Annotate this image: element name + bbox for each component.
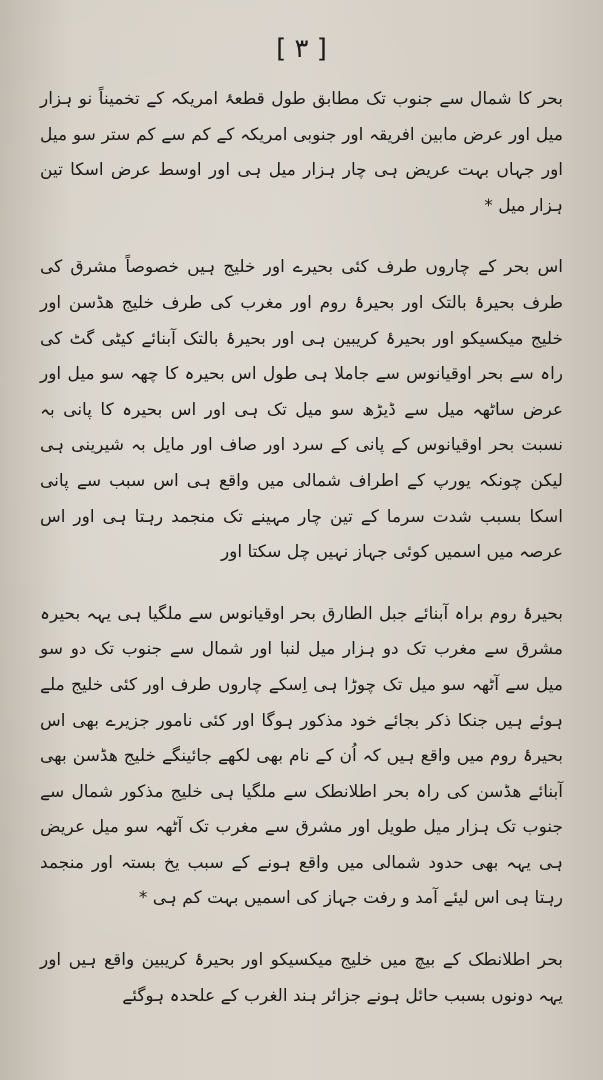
paragraph-2: اس بحر کے چاروں طرف کئی بحیرے اور خلیج ہیں خصوصاً مشرق کی طرف بحیرۂ بالتک اور بحیرۂ روم اور مغرب کی طرف خلیج هڈسن اور خلیج میکسیکو اور بحیرۂ کریبین ہی اور بحیرۂ بالتک آبنائے کیٹی گٹ کی راہ سے بحر اوقیانوس سے جاملا ہی طول اس بحیرہ کا چھہ سو میل اور عرض ساٹھہ میل سے ڈیڑھ سو میل تک ہی اور اس بحیرہ کا پانی بہ نسبت بحر اوقیانوس کے پانی کے سرد اور صاف اور مایل بہ شیرینی ہی لیکن چونکہ یورپ کے اطراف شمالی میں واقع ہی اس سبب سے پانی اسکا بسبب شدت سرما کے تین چار مہینے تک منجمد رہتا ہی اور اس عرصہ میں اسمیں کوئی جہاز نہیں چل سکتا اور [40, 257, 563, 563]
page-body [40, 82, 563, 1014]
paragraph-1: بحر کا شمال سے جنوب تک مطابق طول قطعۂ امریکہ کے تخمیناً نو ہزار میل اور عرض مابین افریقہ اور جنوبی امریکہ کے کم سے کم ستر سو میل اور جہاں بہت عریض ہی چار ہزار میل ہی اور اوسط عرض اسکا تین ہزار میل * [40, 89, 563, 216]
page-number: [ ٣ ] [276, 34, 327, 64]
paragraph-3: بحیرۂ روم براہ آبنائے جبل الطارق بحر اوقیانوس سے ملگیا ہی یہہ بحیرہ مشرق سے مغرب تک دو ہزار میل لنبا اور شمال سے جنوب تک دو سو میل سے آٹھہ سو میل تک چوڑا ہی اِسکے چاروں طرف اور کئی خلیج ملے ہوئے ہیں جنکا ذکر بجائے خود مذکور ہوگا اور کئی نامور جزیرے بھی اس بحیرۂ روم میں واقع ہیں کہ اُن کے نام بھی لکھے جائینگے خلیج هڈسن بھی آبنائے هڈسن کی راہ بحر اطلانطک سے ملگیا ہی خلیج مذکور شمال سے جنوب تک ہزار میل طویل اور مشرق سے مغرب تک آٹھہ سو میل عریض ہی یہہ بھی حدود شمالی میں واقع ہونے کے سبب یخ بستہ اور منجمد رہتا ہی اس لیئے آمد و رفت جہاز کی اسمیں بہت کم ہی * [40, 603, 563, 909]
paragraph-4: بحر اطلانطک کے بیچ میں خلیج میکسیکو اور بحیرۂ کریبین واقع ہیں اور یہہ دونوں بسبب حائل ہونے جزائر ہند الغرب کے علحدہ ہوگئے [40, 950, 563, 1006]
